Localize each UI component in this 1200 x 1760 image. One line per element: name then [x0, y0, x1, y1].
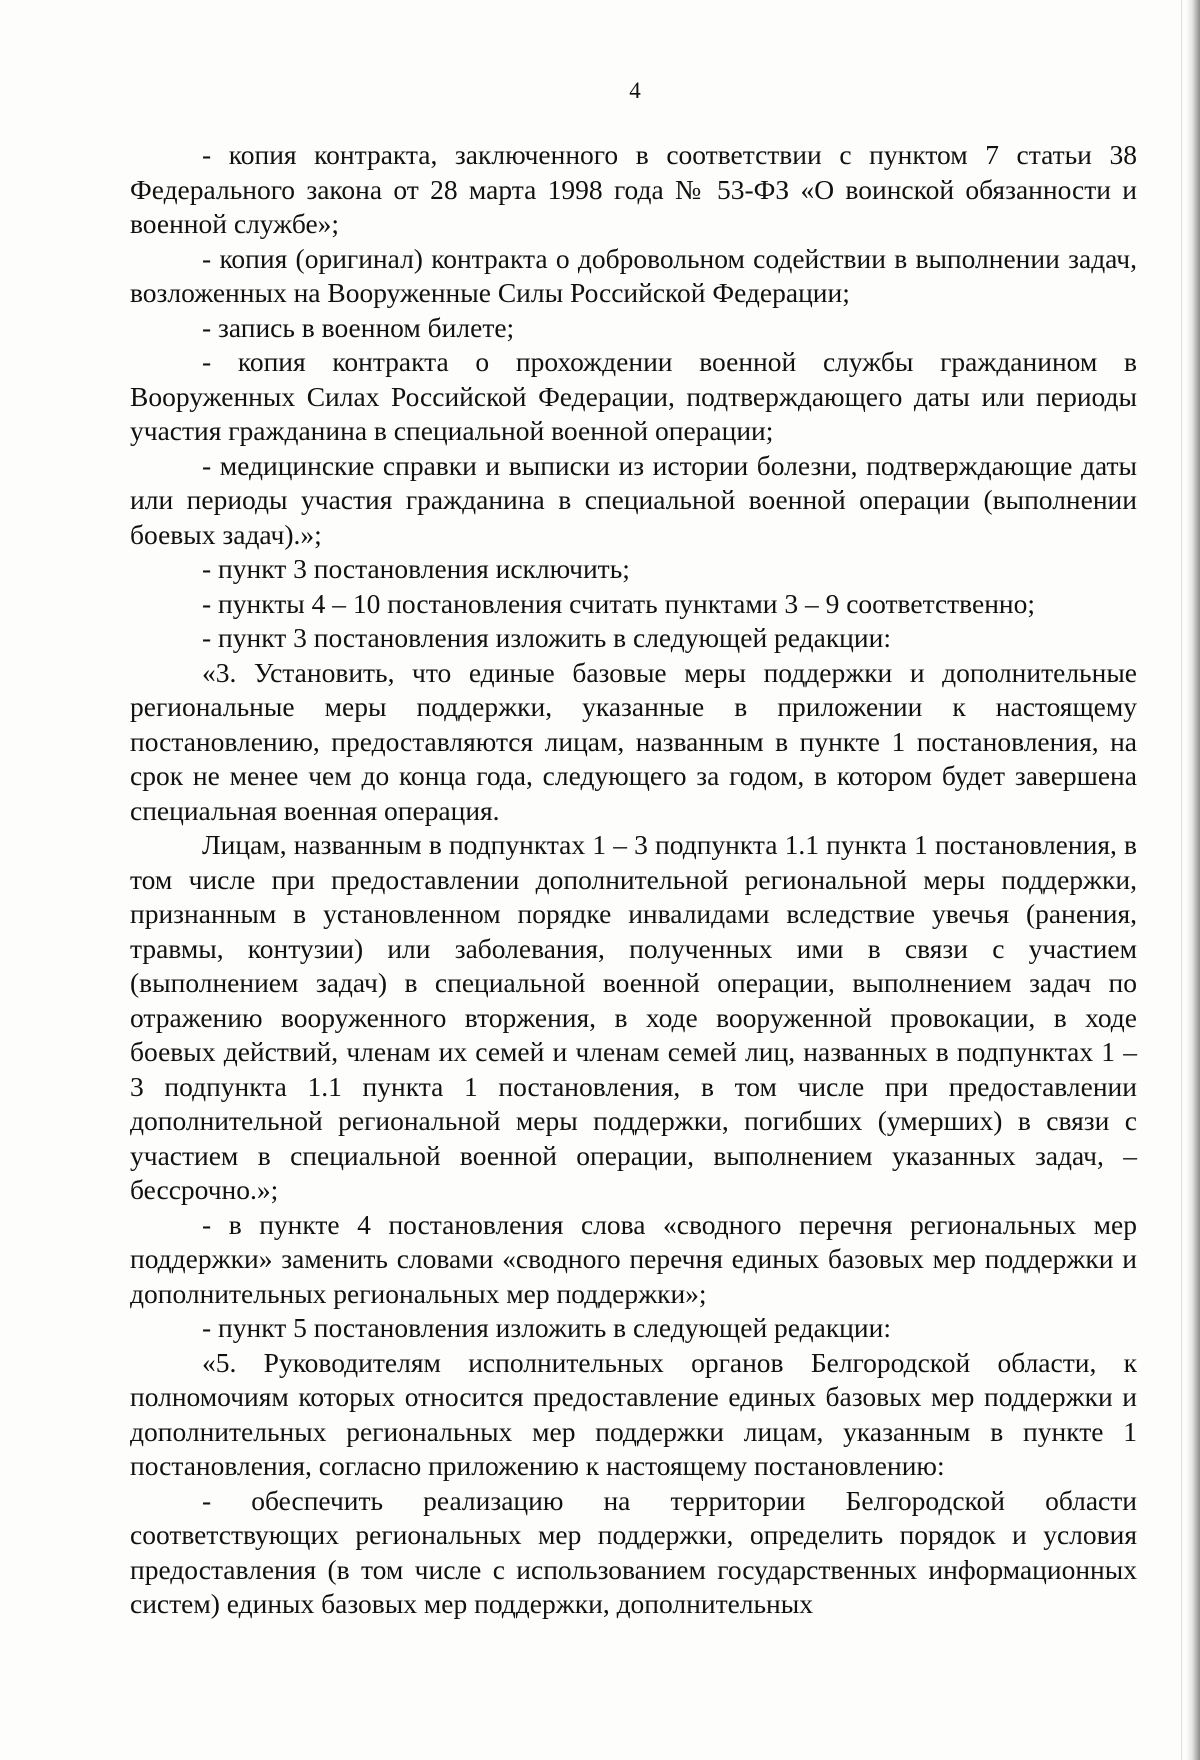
page-edge-shadow [1186, 0, 1200, 1760]
paragraph: - пункт 5 постановления изложить в следующей редакции: [202, 1312, 891, 1343]
paragraph: - копия (оригинал) контракта о добровольном содействии в выполнении задач, возложенных на Вооруженные Силы Российской Федерации; [130, 242, 1137, 308]
page-edge-line [1181, 0, 1182, 1760]
paragraph: - копия контракта о прохождении военной службы гражданином в Вооруженных Силах Российской Федерации, подтверждающего даты или периоды участия гражданина в специальной военной операции; [130, 346, 1137, 446]
paragraph: - пункт 3 постановления изложить в следующей редакции: [202, 622, 891, 653]
paragraph: - в пункте 4 постановления слова «сводного перечня региональных мер поддержки» заменить словами «сводного перечня единых базовых мер поддержки и дополнительных региональных мер поддержки»; [130, 1208, 1137, 1309]
paragraph: - запись в военном билете; [202, 311, 515, 343]
paragraph: - обеспечить реализацию на территории Белгородской области соответствующих региональных мер поддержки, определить порядок и условия предоставления (в том числе с использованием государственных информационных систем) единых базовых мер поддержки, дополнительных [130, 1484, 1137, 1619]
paragraph: «5. Руководителям исполнительных органов Белгородской области, к полномочиям которых относится предоставление единых базовых мер поддержки и дополнительных региональных мер поддержки лицам, указанным в пункте 1 постановления, согласно приложению к настоящему постановлению: [130, 1346, 1137, 1481]
paragraph: - пункт 3 постановления исключить; [202, 553, 630, 584]
paragraph: - медицинские справки и выписки из истории болезни, подтверждающие даты или периоды участия гражданина в специальной военной операции (выполнении боевых задач).»; [130, 449, 1137, 550]
document-body [130, 138, 1137, 1622]
paragraph: Лицам, названным в подпунктах 1 – 3 подпункта 1.1 пункта 1 постановления, в том числе при предоставлении дополнительной региональной меры поддержки, признанным в установленном порядке инвалидами вследствие увечья (ранения, травмы, контузии) или заболевания, полученных ими в связи с участием (выполнением задач) в специальной военной операции, выполнением задач по отражению вооруженного вторжения, в ходе вооруженной провокации, в ходе боевых действий, членам их семей и членам семей лиц, названных в подпунктах 1 – 3 подпункта 1.1 пункта 1 постановления, в том числе при предоставлении дополнительной региональной меры поддержки, погибших (умерших) в связи с участием в специальной военной операции, выполнением указанных задач, – бессрочно.»; [130, 829, 1137, 1205]
page-number: 4 [629, 78, 641, 103]
paragraph: - копия контракта, заключенного в соответствии с пунктом 7 статьи 38 Федерального закона от 28 марта 1998 года № 53-ФЗ «О воинской обязанности и военной службе»; [130, 139, 1137, 239]
paragraph: - пункты 4 – 10 постановления считать пунктами 3 – 9 соответственно; [202, 587, 1036, 619]
paragraph: «3. Установить, что единые базовые меры поддержки и дополнительные региональные меры поддержки, указанные в приложении к настоящему постановлению, предоставляются лицам, названным в пункте 1 постановления, на срок не менее чем до конца года, следующего за годом, в котором будет завершена специальная военная операция. [130, 656, 1137, 826]
